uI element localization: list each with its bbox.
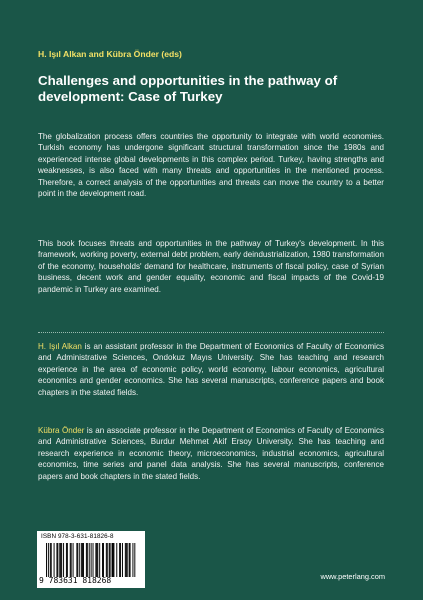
- author-bio-text: is an associate professor in the Department of Economics of Faculty of Economics and Administrative Sciences, Burdur Mehmet Akif Ersoy University. She has teaching and research experience in economic theory, microeconomics, industrial economics, agricultural economics, time series and panel data analysis. She has several manuscripts, conference papers and book chapters in the stated fields.: [38, 426, 384, 481]
- book-title: Challenges and opportunities in the pathway of development: Case of Turkey: [38, 73, 338, 104]
- description-paragraph: The globalization process offers countries the opportunity to integrate with world economies. Turkish economy has undergone significant structural transformation since the 1980s and experienced intense global developments in this complex period. Turkey, having strengths and weaknesses, is also faced with many threats and opportunities in the mentioned process. Therefore, a correct analysis of the opportunities and threats can move the country to a better point in the development road.: [38, 132, 384, 199]
- barcode: [37, 531, 145, 588]
- author-bio: [38, 341, 384, 398]
- isbn-label: ISBN 978-3-631-81826-8: [41, 533, 114, 540]
- author-name: Kübra Önder: [38, 426, 85, 435]
- author-bio-text: is an assistant professor in the Department of Economics of Faculty of Economics and Administrative Sciences, Ondokuz Mayıs University. She has teaching and research experience in the area of economic policy, world economy, labour economics, agricultural economics and gender economics. She has several manuscripts, conference papers and book chapters in the stated fields.: [38, 342, 384, 397]
- description-paragraph: This book focuses threats and opportunities in the pathway of Turkey's development. In this framework, working poverty, external debt problem, early deindustrialization, 1980 transformation of the economy, households' demand for healthcare, instruments of fiscal policy, case of Syrian business, decent work and gender equality, economic and fiscal impacts of the Covid-19 pandemic in Turkey are examined.: [38, 239, 384, 294]
- author-bio: [38, 425, 384, 482]
- editors-line: H. Işıl Alkan and Kübra Önder (eds): [38, 49, 182, 59]
- barcode-bars: [46, 543, 138, 577]
- section-divider: [38, 332, 384, 333]
- ean-digits: 9 783631 818268: [39, 576, 112, 585]
- author-name: H. Işıl Alkan: [38, 342, 82, 351]
- publisher-url: www.peterlang.com: [320, 572, 385, 581]
